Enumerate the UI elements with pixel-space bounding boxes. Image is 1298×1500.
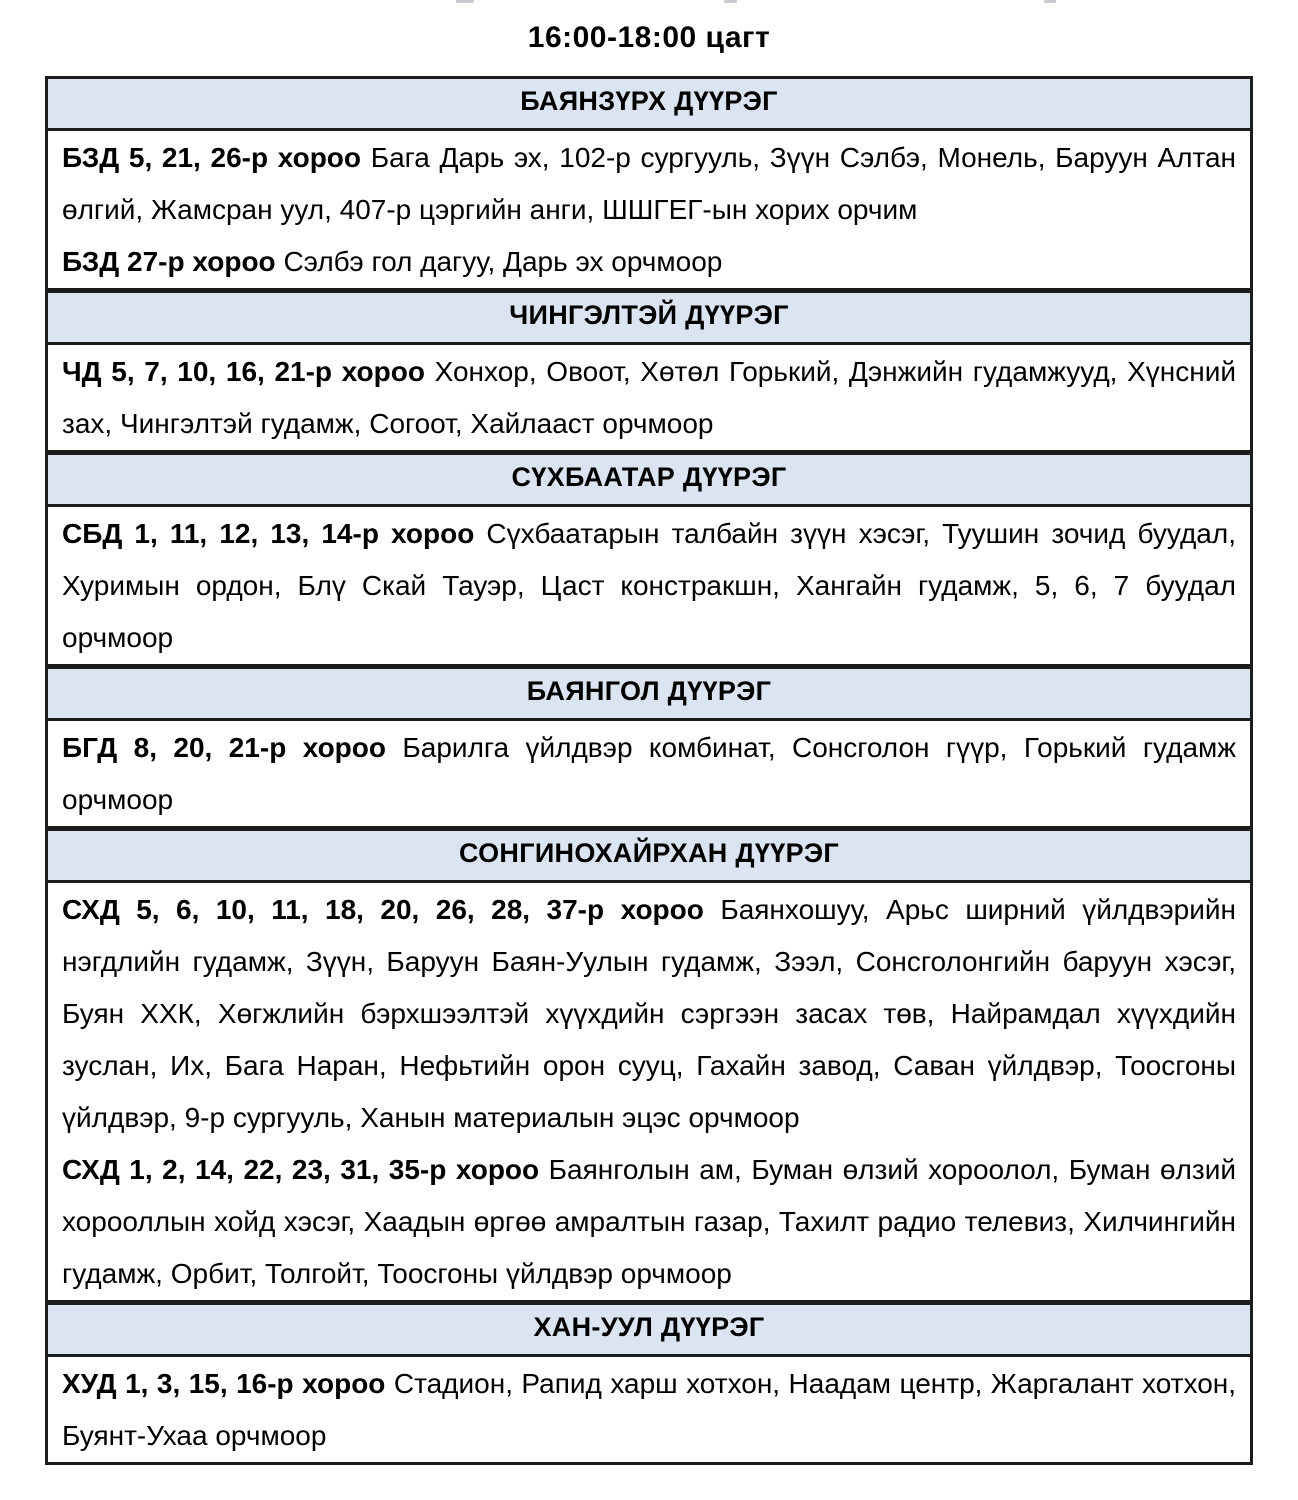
district-areas-cell [48,131,1250,288]
khoroo-lead: БГД 8, 20, 21-р хороо [62,732,386,763]
khoroo-lead: ХУД 1, 3, 15, 16-р хороо [62,1368,386,1399]
schedule-time-title: 16:00-18:00 цагт [527,21,771,54]
khoroo-entry [62,1144,1236,1300]
district-section-chingeltei [48,288,1250,450]
district-areas-cell [48,883,1250,1300]
khoroo-entry [62,132,1236,236]
district-header [48,455,1250,507]
district-header [48,1305,1250,1357]
district-header-label: ХАН-УУЛ ДҮҮРЭГ [533,1312,765,1342]
district-section-khan-uul [48,1300,1250,1462]
district-header-label: ЧИНГЭЛТЭЙ ДҮҮРЭГ [509,300,789,330]
khoroo-areas: Барилга үйлдвэр комбинат, Сонсголон гүүр, Горький гудамж орчмоор [62,732,1236,815]
district-header [48,79,1250,131]
cropped-text-remnant [0,0,1298,6]
district-header-label: СҮХБААТАР ДҮҮРЭГ [511,462,787,492]
khoroo-areas: Баянхошуу, Арьс ширний үйлдвэрийн нэгдлийн гудамж, Зүүн, Баруун Баян-Уулын гудамж, Зээл, Сонсголонгийн баруун хэсэг, Буян ХХК, Хөгжлийн бэрхшээлтэй хүүхдийн сэргээн засах төв, Найрамдал хүүхдийн зуслан, Их, Бага Наран, Нефьтийн орон сууц, Гахайн завод, Саван үйлдвэр, Тоосгоны үйлдвэр, 9-р сургууль, Ханын материалын эцэс орчмоор [62,894,1236,1133]
khoroo-areas: Бага Дарь эх, 102-р сургууль, Зүүн Сэлбэ, Монель, Баруун Алтан өлгий, Жамсран уул, 407-р цэргийн анги, ШШГЕГ-ын хорих орчим [62,142,1237,225]
khoroo-areas: Стадион, Рапид харш хотхон, Наадам центр, Жаргалант хотхон, Буянт-Ухаа орчмоор [62,1368,1237,1451]
cropped-text-speck [1044,0,1056,3]
district-section-sukhbaatar [48,450,1250,664]
khoroo-lead: БЗД 27-р хороо [62,246,276,277]
khoroo-entry [62,236,1236,288]
district-header-label: БАЯНГОЛ ДҮҮРЭГ [526,676,772,706]
khoroo-entry [62,722,1236,826]
district-section-bayangol [48,664,1250,826]
khoroo-areas: Сэлбэ гол дагуу, Дарь эх орчмоор [283,246,723,277]
khoroo-areas: Баянголын ам, Буман өлзий хороолол, Буман өлзий хорооллын хойд хэсэг, Хаадын өргөө амралтын газар, Тахилт радио телевиз, Хилчингийн гудамж, Орбит, Толгойт, Тоосгоны үйлдвэр орчмоор [62,1154,1236,1289]
khoroo-entry [62,508,1236,664]
district-header-label: СОНГИНОХАЙРХАН ДҮҮРЭГ [458,838,839,868]
cropped-text-speck [456,0,474,3]
district-header [48,831,1250,883]
khoroo-lead: СХД 5, 6, 10, 11, 18, 20, 26, 28, 37-р хороо [62,894,704,925]
district-section-songinokhairkhan [48,826,1250,1300]
khoroo-lead: ЧД 5, 7, 10, 16, 21-р хороо [62,356,425,387]
khoroo-areas: Хонхор, Овоот, Хөтөл Горький, Дэнжийн гудамжууд, Хүнсний зах, Чингэлтэй гудамж, Согоот, Хайлааст орчмоор [62,356,1236,439]
khoroo-entry [62,346,1236,450]
khoroo-lead: БЗД 5, 21, 26-р хороо [62,142,362,173]
district-section-bayanzurkh [48,79,1250,288]
district-header [48,669,1250,721]
district-areas-cell [48,507,1250,664]
khoroo-entry [62,1358,1236,1462]
district-header-label: БАЯНЗҮРХ ДҮҮРЭГ [520,86,778,116]
cropped-text-speck [724,0,737,3]
district-header [48,293,1250,345]
district-areas-cell [48,345,1250,450]
district-areas-cell [48,1357,1250,1462]
district-areas-cell [48,721,1250,826]
khoroo-lead: СБД 1, 11, 12, 13, 14-р хороо [62,518,475,549]
khoroo-areas: Сүхбаатарын талбайн зүүн хэсэг, Туушин зочид буудал, Хуримын ордон, Блү Скай Тауэр, Цаст констракшн, Хангайн гудамж, 5, 6, 7 буудал орчмоор [62,518,1236,653]
outage-schedule-table [45,76,1253,1465]
khoroo-lead: СХД 1, 2, 14, 22, 23, 31, 35-р хороо [62,1154,540,1185]
khoroo-entry [62,884,1236,1144]
